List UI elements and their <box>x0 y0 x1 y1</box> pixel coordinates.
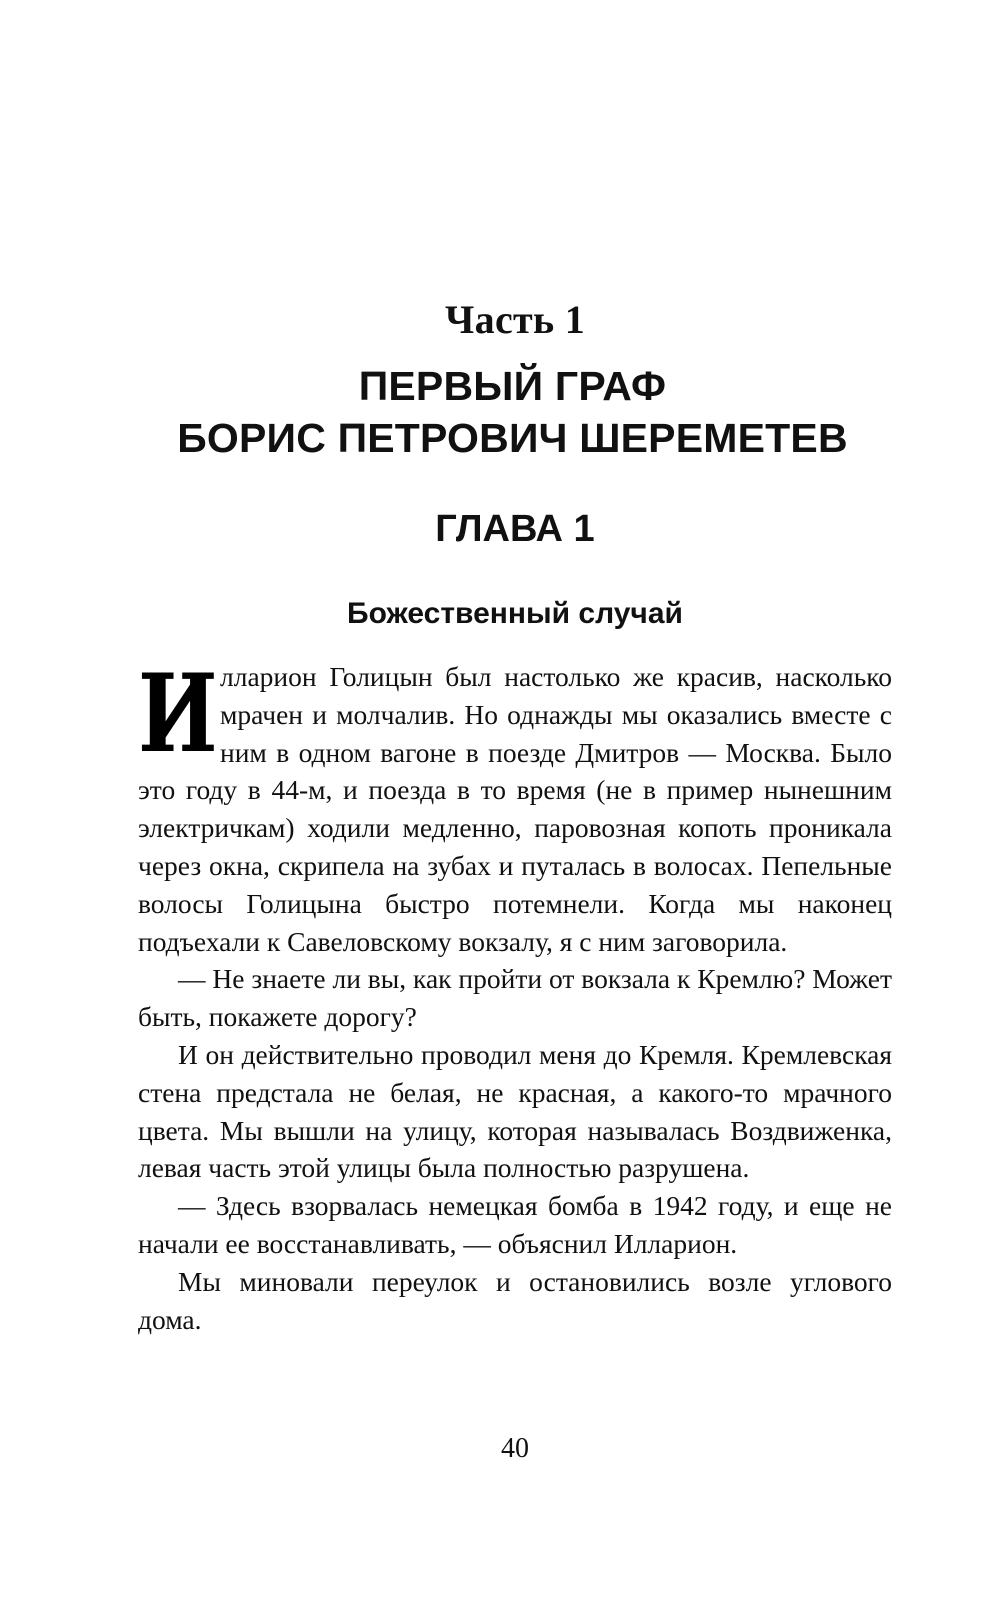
paragraph-5: Мы миновали переулок и остановились возле углового дома. <box>138 1265 892 1335</box>
paragraph-1 <box>138 651 892 960</box>
page-number: 40 <box>501 1433 529 1464</box>
drop-cap: И <box>138 651 218 777</box>
chapter-title: Божественный случай <box>347 597 683 630</box>
paragraph-text: лларион Голицын был настолько же красив, насколько мрачен и молчалив. Но однажды мы оказались вместе с ним в одном вагоне в поезде Дмитров — Москва. Было это году в 44-м, и поезда в то время (не в пример нынешним электричкам) ходили медленно, паровозная копоть проникала через окна, скрипела на зубах и путалась в волосах. Пепельные волосы Голицына быстро потемнели. Когда мы наконец подъехали к Савеловскому вокзалу, я с ним заговорила. <box>138 661 892 957</box>
part-title-line-2: БОРИС ПЕТРОВИЧ ШЕРЕМЕТЕВ <box>177 415 848 461</box>
paragraph-2: — Не знаете ли вы, как пройти от вокзала к Кремлю? Может быть, покажете дорогу? <box>138 963 892 1033</box>
chapter-body <box>138 651 892 1338</box>
part-title-line-1: ПЕРВЫЙ ГРАФ <box>358 363 667 409</box>
paragraph-3: И он действительно проводил меня до Кремля. Кремлевская стена предстала не белая, не красная, а какого-то мрачного цвета. Мы вышли на улицу, которая называлась Воздвиженка, левая часть этой улицы была полностью разрушена. <box>138 1038 892 1184</box>
paragraph-4: — Здесь взорвалась немецкая бомба в 1942 году, и еще не начали ее восстанавливать, — объяснил Илларион. <box>138 1190 892 1259</box>
part-label: Часть 1 <box>444 297 585 342</box>
chapter-label: ГЛАВА 1 <box>435 508 595 550</box>
part-title <box>0 360 1000 464</box>
